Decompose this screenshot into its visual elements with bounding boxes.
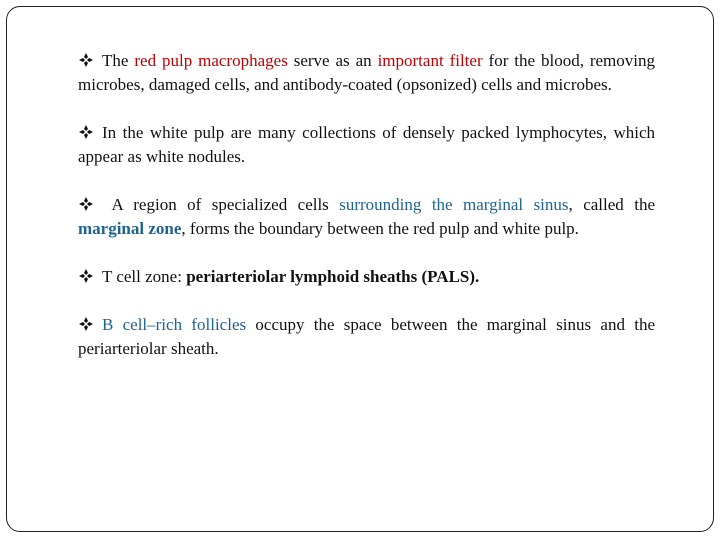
highlight-important-filter: important filter — [377, 51, 483, 70]
bullet-text: , called the — [568, 195, 655, 214]
diamond-bullet-icon — [78, 196, 94, 212]
bullet-b-cell-follicles — [78, 313, 655, 361]
bullet-text: In the white pulp are many collections of densely packed lymphocytes, which appear as white nodules. — [78, 123, 655, 166]
bullet-red-pulp-macrophages — [78, 49, 655, 97]
highlight-red-pulp-macrophages: red pulp macrophages — [134, 51, 288, 70]
diamond-bullet-icon — [78, 316, 94, 332]
bullet-text: The — [102, 51, 135, 70]
diamond-bullet-icon — [78, 52, 94, 68]
bullet-text: A region of specialized cells — [102, 195, 340, 214]
bullet-marginal-zone — [78, 193, 655, 241]
highlight-b-cell-follicles: B cell–rich follicles — [102, 315, 247, 334]
bullet-t-cell-zone — [78, 265, 655, 289]
highlight-marginal-zone: marginal zone — [78, 219, 182, 238]
diamond-bullet-icon — [78, 124, 94, 140]
bullet-text: occupy the space between the marginal sinus and the periarteriolar sheath. — [78, 315, 655, 358]
diamond-bullet-icon — [78, 268, 94, 284]
highlight-surrounding-marginal-sinus: surrounding the marginal sinus — [339, 195, 569, 214]
bullet-text: serve as an — [287, 51, 378, 70]
highlight-pals: periarteriolar lymphoid sheaths (PALS). — [186, 267, 480, 286]
slide-content — [78, 49, 655, 361]
bullet-text: , forms the boundary between the red pulp and white pulp. — [181, 219, 579, 238]
bullet-text: T cell zone: — [102, 267, 187, 286]
bullet-white-pulp — [78, 121, 655, 169]
bullet-text: for the blood, removing microbes, damaged cells, and antibody-coated (opsonized) cells and microbes. — [78, 51, 656, 94]
